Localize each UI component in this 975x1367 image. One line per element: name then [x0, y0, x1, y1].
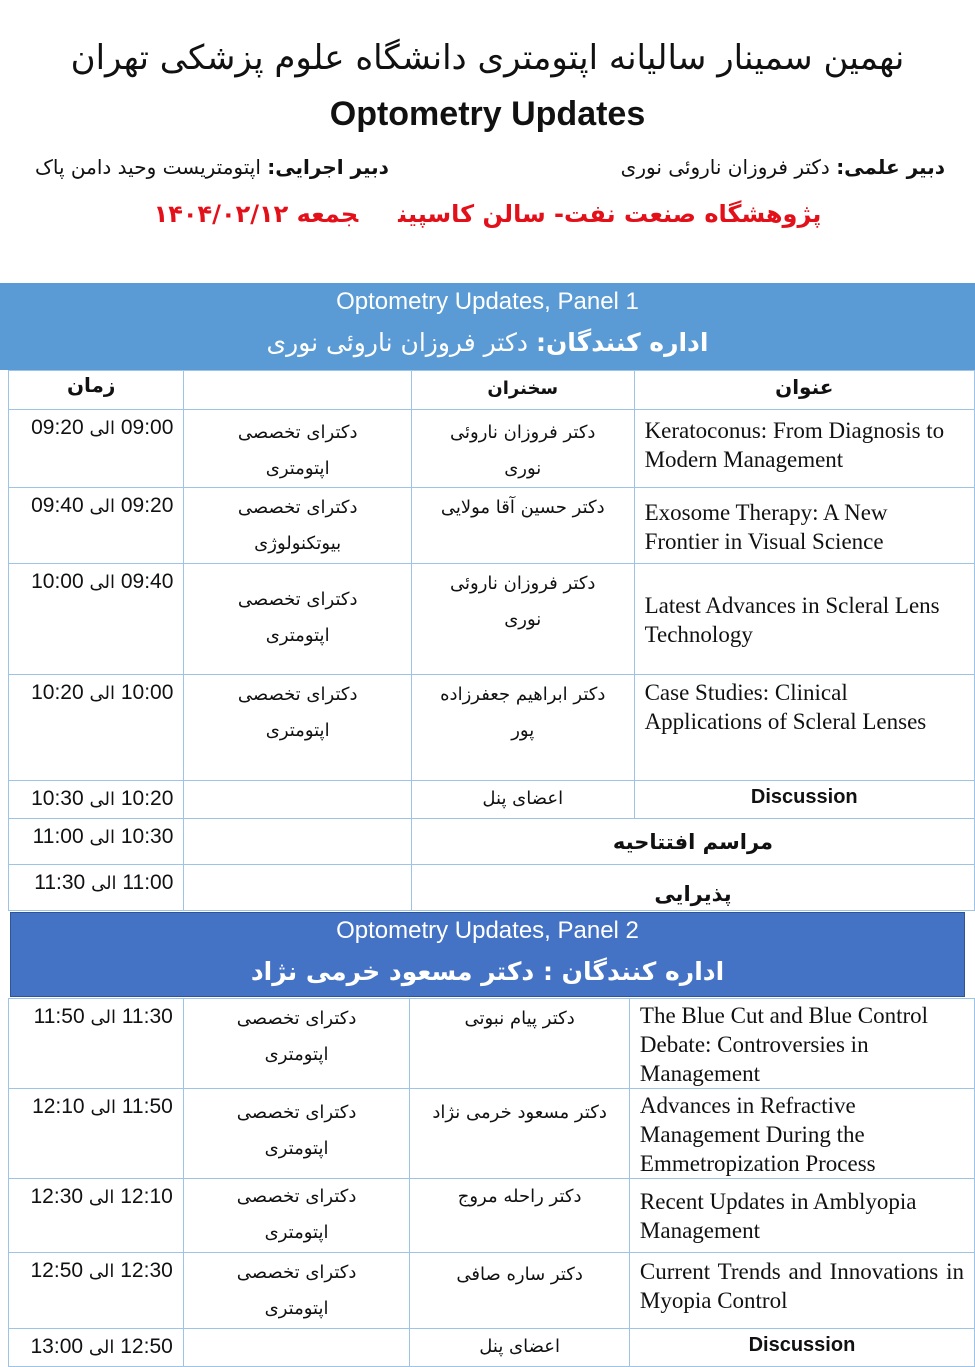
talk-degree [183, 1329, 410, 1367]
talk-title: Discussion [634, 781, 974, 819]
talk-degree: دکترای تخصصی اپتومتری [184, 410, 412, 488]
col-speaker: سخنران [411, 371, 634, 410]
page-header [0, 0, 975, 280]
opening-label: مراسم افتتاحیه [411, 819, 974, 865]
reception-label: پذیرایی [411, 865, 974, 911]
talk-speaker: دکتر پیام نبوتی [410, 999, 630, 1089]
time-end: 12:10 [32, 1095, 85, 1118]
talk-speaker: دکتر ساره صافی [410, 1253, 630, 1329]
venue: پژوهشگاه صنعت نفت- سالن کاسپین [398, 200, 822, 228]
talk-time [9, 1089, 184, 1179]
talk-speaker: دکتر فروزان ناروئی نوری [411, 410, 634, 488]
talk-title: Discussion [629, 1329, 974, 1367]
time-start: 09:20 [120, 494, 174, 517]
time-start: 09:40 [120, 570, 174, 593]
col-title: عنوان [634, 371, 974, 410]
venue-line [0, 200, 975, 228]
column-header-row [9, 371, 975, 410]
talk-title: The Blue Cut and Blue Control Debate: Controversies in Management [629, 999, 974, 1089]
panel1-moderators [0, 328, 975, 357]
time-sep: الی [89, 683, 115, 704]
time-start: 11:00 [122, 871, 174, 894]
talk-speaker: دکتر راحله مروج [410, 1179, 630, 1253]
time-sep: الی [88, 1337, 115, 1358]
talk-speaker: دکتر مسعود خرمی نژاد [410, 1089, 630, 1179]
talk-speaker: دکتر ابراهیم جعفرزاده پور [411, 675, 634, 781]
time-end: 09:20 [31, 416, 84, 439]
table-row [9, 1089, 975, 1179]
event-date: جمعه ۱۴۰۴/۰۲/۱۲ [153, 200, 359, 228]
panel2-moderator: دکتر مسعود خرمی نژاد [250, 957, 535, 986]
talk-time [9, 999, 184, 1089]
time-end: 13:00 [30, 1335, 84, 1358]
time-end: 11:30 [34, 871, 86, 894]
talk-title: Advances in Refractive Management During the Emmetropization Process [629, 1089, 974, 1179]
time-start: 10:00 [120, 681, 174, 704]
talk-degree: دکترای تخصصی اپتومتری [183, 1253, 410, 1329]
talk-time [9, 1253, 184, 1329]
executive-secretary [35, 155, 389, 179]
talk-degree: دکترای تخصصی اپتومتری [184, 564, 412, 675]
table-row [9, 781, 975, 819]
time-sep: الی [88, 1187, 115, 1208]
time-sep: الی [89, 496, 115, 517]
talk-time [9, 410, 184, 488]
executive-name: اپتومتریست وحید دامن پاک [35, 155, 261, 179]
talk-title: Keratoconus: From Diagnosis to Modern Management [634, 410, 974, 488]
executive-label: دبیر اجرایی: [267, 155, 389, 179]
panel1-header [0, 283, 975, 370]
time-sep: الی [89, 418, 115, 439]
talk-time [9, 488, 184, 564]
panel2-moderator-label: اداره کنندگان : [542, 957, 725, 986]
time-end: 09:40 [31, 494, 84, 517]
time-sep: الی [89, 827, 115, 848]
time-start: 11:30 [121, 1005, 173, 1028]
time-sep: الی [90, 1097, 116, 1118]
opening-time [9, 819, 184, 865]
talk-speaker: اعضای پنل [411, 781, 634, 819]
talk-title: Latest Advances in Scleral Lens Technology [634, 564, 974, 675]
time-sep: الی [89, 572, 115, 593]
seminar-title-fa: نهمین سمینار سالیانه اپتومتری دانشگاه علوم پزشکی تهران [70, 38, 905, 78]
time-end: 12:30 [30, 1185, 84, 1208]
talk-degree: دکترای تخصصی اپتومتری [183, 1179, 410, 1253]
table-row [9, 1329, 975, 1367]
col-degree [184, 371, 412, 410]
panel2-header [10, 912, 965, 997]
table-row [9, 564, 975, 675]
time-end: 10:20 [31, 681, 84, 704]
seminar-title-en: Optometry Updates [329, 95, 646, 133]
talk-speaker: اعضای پنل [410, 1329, 630, 1367]
talk-title: Exosome Therapy: A New Frontier in Visual Science [634, 488, 974, 564]
opening-row [9, 819, 975, 865]
talk-degree: دکترای تخصصی اپتومتری [183, 999, 410, 1089]
talk-speaker: دکتر فروزان ناروئی نوری [411, 564, 634, 675]
talk-degree: دکترای تخصصی بیوتکنولوژی [184, 488, 412, 564]
table-row [9, 410, 975, 488]
table-row [9, 999, 975, 1089]
table-row [9, 1253, 975, 1329]
talk-time [9, 781, 184, 819]
panel1-name: Optometry Updates, Panel 1 [336, 288, 639, 315]
talk-title: Current Trends and Innovations in Myopia Control [629, 1253, 974, 1329]
table-row [9, 488, 975, 564]
time-start: 12:30 [120, 1259, 173, 1282]
time-sep: الی [88, 1261, 115, 1282]
panel2-moderators [11, 957, 964, 986]
time-start: 12:50 [120, 1335, 173, 1358]
time-end: 11:50 [33, 1005, 85, 1028]
scientific-secretary [621, 155, 945, 179]
empty-cell [184, 819, 412, 865]
talk-degree: دکترای تخصصی اپتومتری [183, 1089, 410, 1179]
talk-time [9, 675, 184, 781]
scientific-label: دبیر علمی: [836, 155, 945, 179]
talk-degree: دکترای تخصصی اپتومتری [184, 675, 412, 781]
time-start: 11:50 [121, 1095, 173, 1118]
panel1-table [8, 370, 975, 911]
table-row [9, 1179, 975, 1253]
scientific-name: دکتر فروزان ناروئی نوری [620, 155, 830, 179]
reception-row [9, 865, 975, 911]
time-sep: الی [91, 873, 117, 894]
time-end: 10:00 [31, 570, 84, 593]
panel2-name: Optometry Updates, Panel 2 [336, 917, 639, 944]
talk-degree [184, 781, 412, 819]
time-sep: الی [90, 1007, 116, 1028]
table-row [9, 675, 975, 781]
time-end: 12:50 [30, 1259, 84, 1282]
reception-time [9, 865, 184, 911]
time-sep: الی [89, 789, 115, 810]
time-start: 12:10 [120, 1185, 173, 1208]
time-start: 10:30 [120, 825, 174, 848]
time-end: 11:00 [32, 825, 84, 848]
time-start: 09:00 [120, 416, 174, 439]
col-time: زمان [9, 371, 184, 410]
talk-time [9, 1329, 184, 1367]
talk-title: Recent Updates in Amblyopia Management [629, 1179, 974, 1253]
talk-title: Case Studies: Clinical Applications of Scleral Lenses [634, 675, 974, 781]
talk-time [9, 564, 184, 675]
empty-cell [184, 865, 412, 911]
time-end: 10:30 [31, 787, 84, 810]
time-start: 10:20 [120, 787, 174, 810]
talk-time [9, 1179, 184, 1253]
panel2-table [8, 998, 975, 1367]
panel1-moderator: دکتر فروزان ناروئی نوری [266, 328, 528, 357]
panel1-moderator-label: اداره کنندگان: [535, 328, 709, 357]
talk-speaker: دکتر حسین آقا مولایی [411, 488, 634, 564]
